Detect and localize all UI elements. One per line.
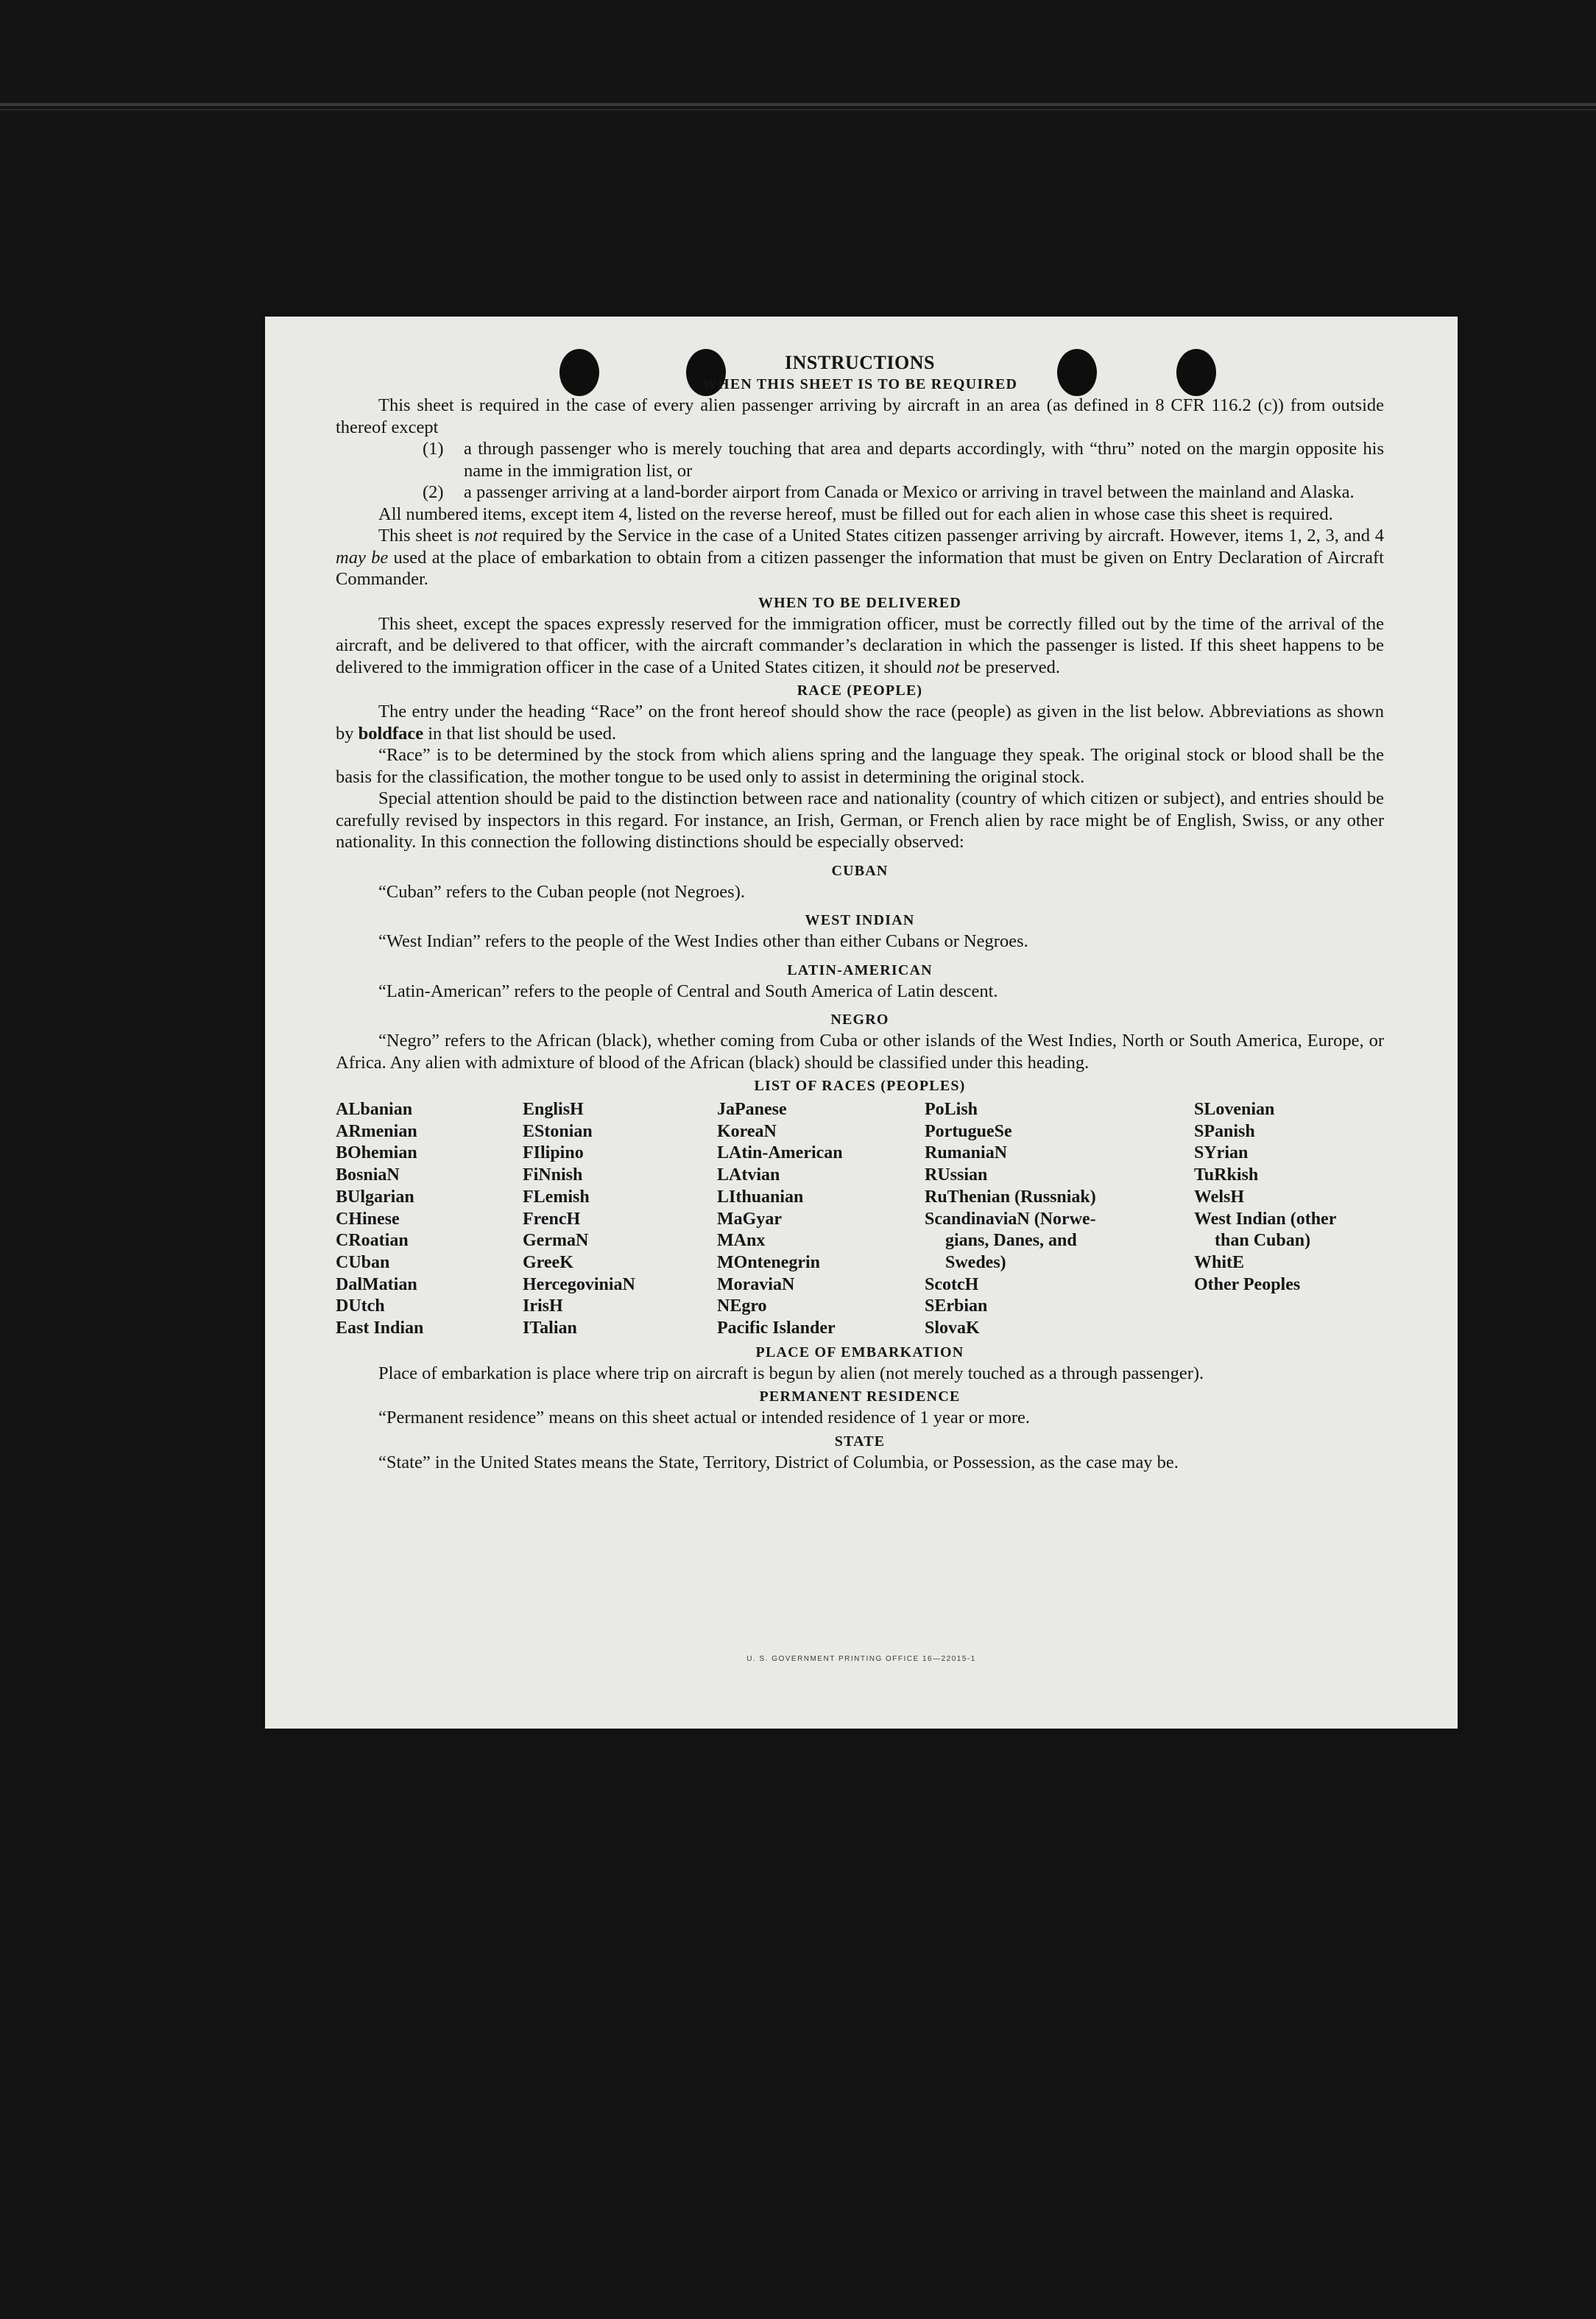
heading-west-indian: WEST INDIAN xyxy=(805,912,915,928)
race-entry: LAtin-American xyxy=(717,1143,843,1163)
heading-list-of-races: LIST OF RACES (PEOPLES) xyxy=(754,1078,966,1094)
heading-cuban: CUBAN xyxy=(831,862,889,879)
exception-item-2 xyxy=(336,481,1384,504)
exception-item-1 xyxy=(336,438,1384,481)
race-text: in that list should be used. xyxy=(423,723,617,744)
embarkation-paragraph: Place of embarkation is place where trip on aircraft is begun by alien (not merely touched as a through passenger). xyxy=(378,1363,1204,1383)
numbered-items-paragraph: All numbered items, except item 4, listed on the reverse hereof, must be filled out for each alien in whose case this sheet is required. xyxy=(378,504,1333,524)
heading-permanent-residence: PERMANENT RESIDENCE xyxy=(759,1388,961,1405)
race-text: The entry under the heading “Race” on the front hereof should show the race (people) as given in the list below. Abbreviations as shown by xyxy=(336,702,1384,744)
races-column xyxy=(523,1099,717,1340)
race-entry: Pacific Islander xyxy=(717,1319,836,1338)
race-entry: CRoatian xyxy=(336,1231,409,1251)
race-entry: WhitE xyxy=(1194,1252,1245,1272)
heading-negro: NEGRO xyxy=(830,1012,889,1028)
race-entry: NEgro xyxy=(717,1296,767,1316)
exception-number: (2) xyxy=(423,482,444,502)
citizen-paragraph xyxy=(336,525,1384,590)
race-entry: BOhemian xyxy=(336,1143,417,1163)
cuban-paragraph: “Cuban” refers to the Cuban people (not Negroes). xyxy=(378,881,745,902)
heading-race: RACE (PEOPLE) xyxy=(797,682,923,699)
race-paragraph-2: “Race” is to be determined by the stock from which aliens spring and the language they speak. The original stock or blood shall be the basis for the classification, the mother tongue to be used only to assist in determining the original stock. xyxy=(336,745,1384,787)
state-paragraph: “State” in the United States means the State, Territory, District of Columbia, or Possession, as the case may be. xyxy=(378,1452,1179,1472)
citizen-emphasis: not xyxy=(474,526,498,546)
citizen-text: required by the Service in the case of a United States citizen passenger arriving by aircraft. However, items 1, 2, 3, and 4 xyxy=(497,526,1384,546)
race-entry: MAnx xyxy=(717,1231,766,1251)
race-entry: SlovaK xyxy=(925,1319,980,1338)
printing-office-imprint: U. S. GOVERNMENT PRINTING OFFICE 16—22015-1 xyxy=(746,1655,976,1663)
delivered-emphasis: not xyxy=(936,657,960,677)
race-entry: HercegoviniaN xyxy=(523,1274,635,1294)
document-title: INSTRUCTIONS xyxy=(785,352,935,373)
race-entry: DalMatian xyxy=(336,1274,417,1294)
race-entry: MaGyar xyxy=(717,1209,782,1229)
scanner-edge-line xyxy=(0,109,1596,110)
race-entry: EnglisH xyxy=(523,1100,584,1119)
latin-american-paragraph: “Latin-American” refers to the people of Central and South America of Latin descent. xyxy=(378,981,998,1001)
race-paragraph-1 xyxy=(336,701,1384,744)
citizen-text: This sheet is xyxy=(378,526,475,546)
exception-text: a through passenger who is merely touching that area and departs accordingly, with “thru” noted on the margin opposite his name in the immigration list, or xyxy=(464,439,1384,481)
race-entry: BUlgarian xyxy=(336,1187,414,1207)
race-entry-continuation: than Cuban) xyxy=(1215,1231,1311,1251)
race-entry: RumaniaN xyxy=(925,1143,1008,1163)
citizen-emphasis: may be xyxy=(336,547,389,568)
heading-when-required: WHEN THIS SHEET IS TO BE REQUIRED xyxy=(702,376,1018,392)
west-indian-paragraph: “West Indian” refers to the people of the West Indies other than either Cubans or Negroes. xyxy=(378,931,1028,951)
heading-place-of-embarkation: PLACE OF EMBARKATION xyxy=(755,1344,964,1360)
races-column xyxy=(1194,1099,1384,1340)
race-entry: ScandinaviaN (Norwe- xyxy=(925,1209,1096,1229)
race-entry: LIthuanian xyxy=(717,1187,804,1207)
scanner-edge-line xyxy=(0,103,1596,106)
races-column xyxy=(717,1099,925,1340)
race-entry: ScotcH xyxy=(925,1274,979,1294)
race-entry: KoreaN xyxy=(717,1121,777,1141)
race-entry: CHinese xyxy=(336,1209,400,1229)
citizen-text: used at the place of embarkation to obtain from a citizen passenger the information that must be given on Entry Declaration of Aircraft Commander. xyxy=(336,547,1384,589)
race-entry: CUban xyxy=(336,1252,390,1272)
race-entry: FiNnish xyxy=(523,1165,583,1185)
race-entry: MoraviaN xyxy=(717,1274,795,1294)
required-intro: This sheet is required in the case of every alien passenger arriving by aircraft in an area (as defined in 8 CFR 116.2 (c)) from outside thereof except xyxy=(336,395,1384,437)
sheet-content xyxy=(336,352,1384,1473)
delivered-paragraph xyxy=(336,613,1384,679)
race-entry: TuRkish xyxy=(1194,1165,1259,1185)
race-entry: SYrian xyxy=(1194,1143,1249,1163)
race-entry: PoLish xyxy=(925,1100,978,1119)
race-entry: RUssian xyxy=(925,1165,988,1185)
race-entry: RuThenian (Russniak) xyxy=(925,1187,1096,1207)
race-entry: SErbian xyxy=(925,1296,988,1316)
race-entry: ARmenian xyxy=(336,1121,417,1141)
race-entry: FIlipino xyxy=(523,1143,584,1163)
negro-paragraph: “Negro” refers to the African (black), whether coming from Cuba or other islands of the West Indies, North or South America, Europe, or Africa. Any alien with admixture of blood of the African (black) should be classified under this heading. xyxy=(336,1031,1384,1073)
residence-paragraph: “Permanent residence” means on this sheet actual or intended residence of 1 year or more. xyxy=(378,1408,1031,1428)
race-entry-continuation: gians, Danes, and xyxy=(945,1231,1077,1251)
race-entry: PortugueSe xyxy=(925,1121,1012,1141)
race-entry: GreeK xyxy=(523,1252,573,1272)
race-entry: Other Peoples xyxy=(1194,1274,1301,1294)
heading-latin-american: LATIN-AMERICAN xyxy=(787,961,933,978)
races-column xyxy=(925,1099,1194,1340)
race-entry: JaPanese xyxy=(717,1100,787,1119)
race-entry: LAtvian xyxy=(717,1165,780,1185)
race-entry-continuation: Swedes) xyxy=(945,1252,1006,1272)
delivered-text: be preserved. xyxy=(959,657,1061,677)
heading-when-delivered: WHEN TO BE DELIVERED xyxy=(758,594,962,611)
race-entry: MOntenegrin xyxy=(717,1252,820,1272)
race-entry: FrencH xyxy=(523,1209,581,1229)
race-entry: West Indian (other xyxy=(1194,1209,1337,1229)
race-entry: BosniaN xyxy=(336,1165,400,1185)
exception-text: a passenger arriving at a land-border airport from Canada or Mexico or arriving in travel between the mainland and Alaska. xyxy=(464,482,1355,502)
delivered-text: This sheet, except the spaces expressly reserved for the immigration officer, must be correctly filled out by the time of the arrival of the aircraft, and be delivered to that officer, with the aircraft commander’s declaration in which the passenger is listed. If this sheet happens to be delivered to the immigration officer in the case of a United States citizen, it should xyxy=(336,613,1384,677)
race-entry: SLovenian xyxy=(1194,1100,1275,1119)
exception-number: (1) xyxy=(423,439,444,459)
race-entry: IrisH xyxy=(523,1296,563,1316)
race-entry: DUtch xyxy=(336,1296,385,1316)
race-paragraph-3: Special attention should be paid to the distinction between race and nationality (country of which citizen or subject), and entries should be carefully revised by inspectors in this regard. For instance, an Irish, German, or French alien by race might be of English, Swiss, or any other nationality. In this connection the following distinctions should be especially observed: xyxy=(336,788,1384,852)
race-boldface-word: boldface xyxy=(358,723,424,744)
instruction-sheet xyxy=(265,317,1458,1729)
race-entry: FLemish xyxy=(523,1187,590,1207)
race-entry: ITalian xyxy=(523,1319,577,1338)
races-list xyxy=(336,1099,1384,1340)
race-entry: WelsH xyxy=(1194,1187,1245,1207)
race-entry: ALbanian xyxy=(336,1100,413,1119)
race-entry: GermaN xyxy=(523,1231,589,1251)
race-entry: East Indian xyxy=(336,1319,424,1338)
race-entry: SPanish xyxy=(1194,1121,1255,1141)
heading-state: STATE xyxy=(834,1433,886,1450)
races-column xyxy=(336,1099,523,1340)
race-entry: EStonian xyxy=(523,1121,593,1141)
